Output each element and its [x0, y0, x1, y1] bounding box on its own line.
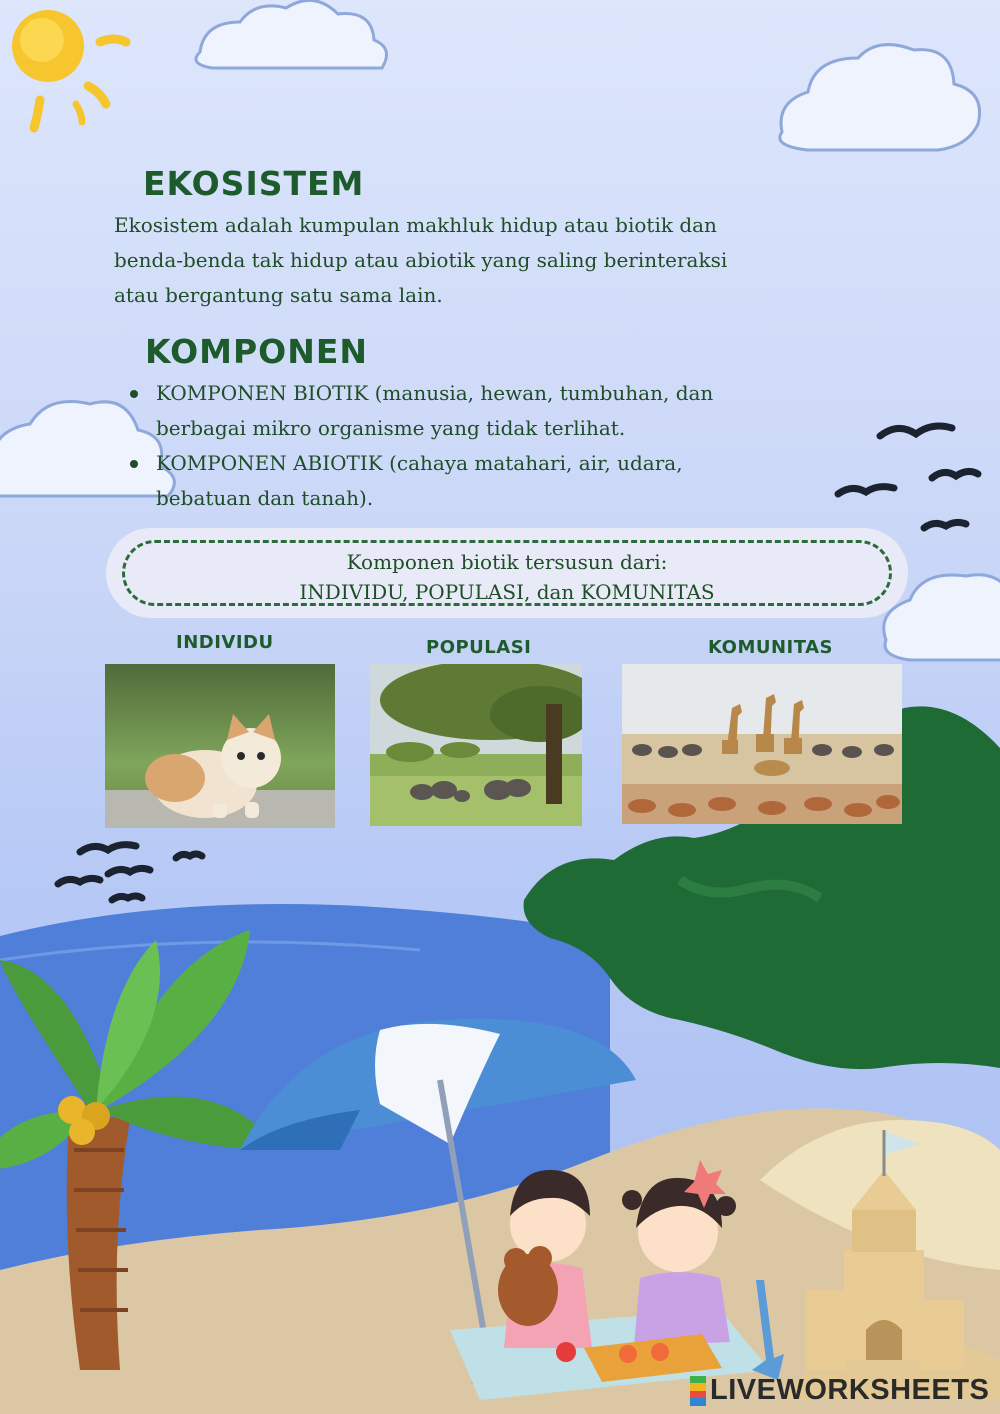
- list-item-line: KOMPONEN BIOTIK (manusia, hewan, tumbuhan, dan: [156, 381, 714, 405]
- liveworksheets-logo: [690, 1374, 989, 1407]
- list-item-line: berbagai mikro organisme yang tidak terlihat.: [156, 416, 626, 440]
- sun-icon: [12, 10, 126, 128]
- photo-label-populasi: POPULASI: [426, 637, 532, 658]
- cloud-icon: [780, 45, 980, 150]
- liveworksheets-logo-mark-icon: [690, 1376, 706, 1406]
- photo-label-individu: INDIVIDU: [176, 632, 274, 653]
- giraffes-lion-gazelles-photo: [622, 664, 902, 824]
- community-image: [622, 664, 902, 824]
- definition-line: benda-benda tak hidup atau abiotik yang saling berinteraksi: [114, 248, 728, 272]
- list-item: [130, 376, 810, 446]
- callout-line: INDIVIDU, POPULASI, dan KOMUNITAS: [299, 580, 715, 604]
- photo-label-komunitas: KOMUNITAS: [708, 637, 834, 658]
- savanna-image: [370, 664, 582, 826]
- callout-line: Komponen biotik tersusun dari:: [346, 550, 668, 574]
- komponen-list: [130, 376, 810, 516]
- list-item: [130, 446, 810, 516]
- callout-border: [122, 540, 892, 606]
- ekosistem-definition: [114, 208, 874, 313]
- elephants-savanna-photo: [370, 664, 582, 826]
- kitten-photo: [105, 664, 335, 828]
- komponen-heading: KOMPONEN: [145, 332, 368, 371]
- liveworksheets-logo-text: LIVEWORKSHEETS: [710, 1374, 990, 1406]
- list-item-line: KOMPONEN ABIOTIK (cahaya matahari, air, udara,: [156, 451, 683, 475]
- definition-line: atau bergantung satu sama lain.: [114, 283, 443, 307]
- list-item-line: bebatuan dan tanah).: [156, 486, 374, 510]
- definition-line: Ekosistem adalah kumpulan makhluk hidup atau biotik dan: [114, 213, 717, 237]
- kitten-image: [105, 664, 335, 828]
- callout-box: [106, 528, 908, 618]
- ekosistem-heading: EKOSISTEM: [143, 164, 365, 203]
- cloud-icon: [196, 0, 387, 68]
